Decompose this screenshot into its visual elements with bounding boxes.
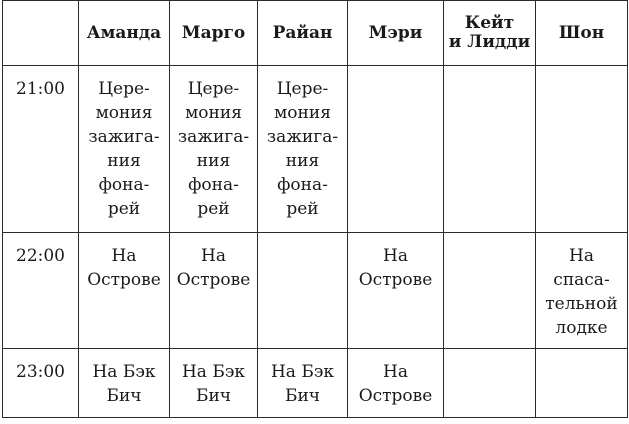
- table-cell: На Острове: [348, 349, 444, 418]
- table-cell: [536, 66, 628, 233]
- table-cell: Цере- мония зажига- ния фона- рей: [79, 66, 170, 233]
- table-cell: [536, 349, 628, 418]
- table-cell: [444, 349, 536, 418]
- time-cell: 21:00: [3, 66, 79, 233]
- table-row: [3, 233, 628, 349]
- header-cell-mary: Мэри: [348, 1, 444, 66]
- table-cell: На Острове: [348, 233, 444, 349]
- header-row: [3, 1, 628, 66]
- header-cell-kate-liddy: Кейт и Лидди: [444, 1, 536, 66]
- header-cell-sean: Шон: [536, 1, 628, 66]
- header-cell-corner: [3, 1, 79, 66]
- header-cell-ryan: Райан: [258, 1, 348, 66]
- table-cell: Цере- мония зажига- ния фона- рей: [258, 66, 348, 233]
- header-cell-amanda: Аманда: [79, 1, 170, 66]
- table-cell: На Бэк Бич: [79, 349, 170, 418]
- table-cell: Цере- мония зажига- ния фона- рей: [170, 66, 258, 233]
- table-cell: На спаса- тельной лодке: [536, 233, 628, 349]
- table-cell: [444, 233, 536, 349]
- table-cell: На Бэк Бич: [170, 349, 258, 418]
- table-cell: [348, 66, 444, 233]
- time-cell: 23:00: [3, 349, 79, 418]
- schedule-table: [2, 0, 628, 418]
- time-cell: 22:00: [3, 233, 79, 349]
- table-cell: На Острове: [79, 233, 170, 349]
- table-row: [3, 349, 628, 418]
- table-cell: На Бэк Бич: [258, 349, 348, 418]
- table-cell: На Острове: [170, 233, 258, 349]
- table-row: [3, 66, 628, 233]
- header-cell-margo: Марго: [170, 1, 258, 66]
- table-cell: [444, 66, 536, 233]
- table-cell: [258, 233, 348, 349]
